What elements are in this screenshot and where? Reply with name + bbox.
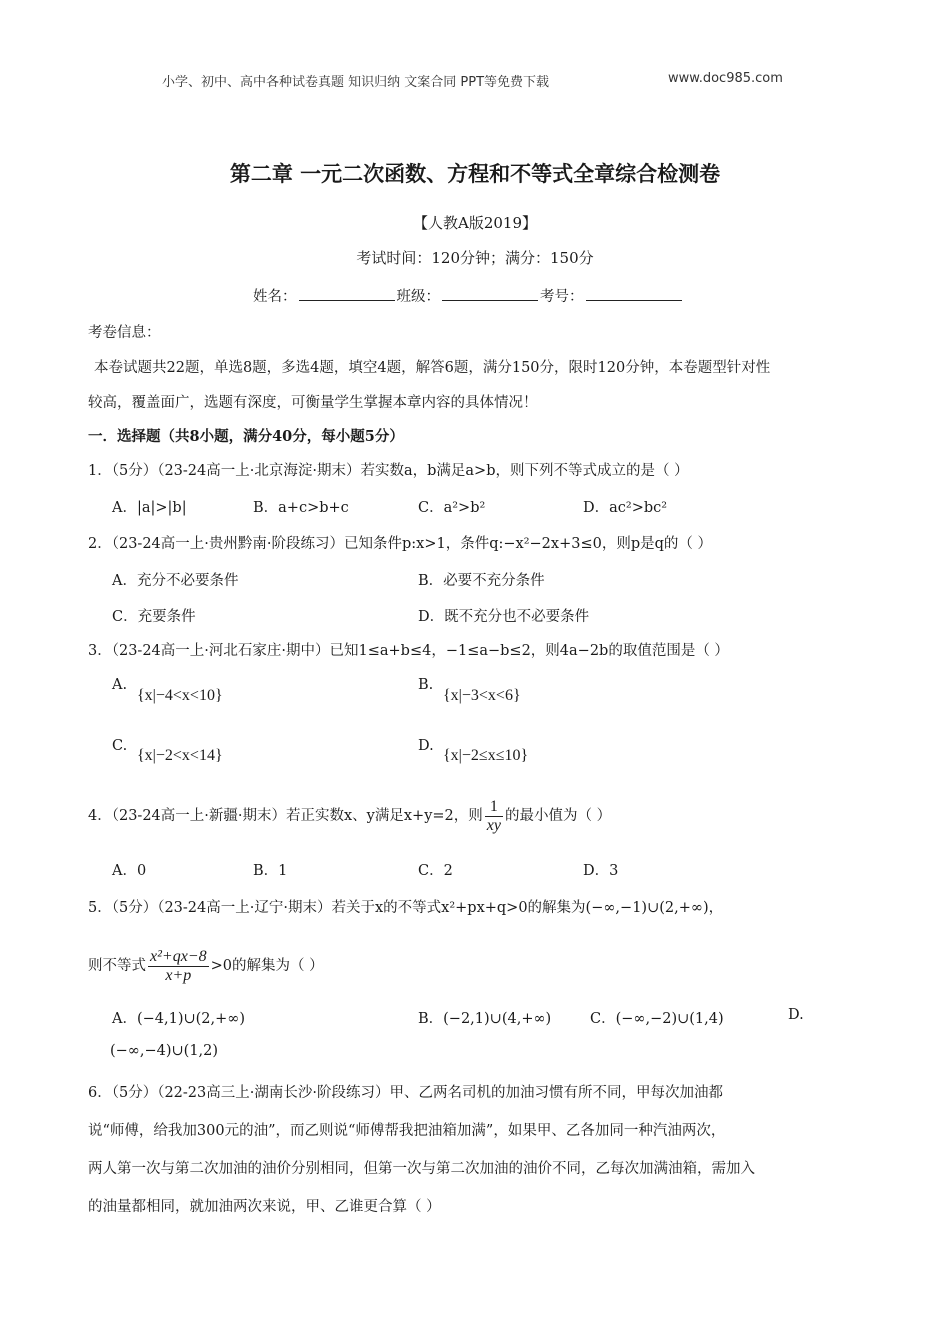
q4-fraction [485, 798, 503, 834]
name-blank[interactable] [299, 286, 395, 301]
class-blank[interactable] [442, 286, 538, 301]
q3-option-a-label[interactable]: A. [112, 677, 128, 693]
q5-option-b[interactable]: B．(−2,1)∪(4,+∞) [418, 1011, 552, 1027]
q3-option-a[interactable]: {x|−4<x<10} [137, 687, 223, 704]
exam-time: 考试时间：120分钟；满分：150分 [356, 249, 594, 267]
q1-option-b[interactable]: B．a+c>b+c [253, 500, 349, 516]
info-line-2: 较高，覆盖面广，选题有深度，可衡量学生掌握本章内容的具体情况！ [88, 395, 538, 411]
q5-line2-pre: 则不等式 [88, 958, 146, 975]
student-fields [253, 285, 684, 306]
q3-option-b-label[interactable]: B. [418, 677, 434, 693]
q5-option-c[interactable]: C．(−∞,−2)∪(1,4) [590, 1011, 724, 1027]
number-blank[interactable] [586, 286, 682, 301]
q2-option-d[interactable]: D．既不充分也不必要条件 [418, 609, 590, 625]
q4-frac-den: xy [486, 816, 501, 834]
header-slogan: 小学、初中、高中各种试卷真题 知识归纳 文案合同 PPT等免费下载 [162, 75, 550, 90]
section-heading: 一．选择题（共8小题，满分40分，每小题5分） [88, 428, 404, 445]
q5-option-d-label[interactable]: D. [788, 1007, 804, 1023]
q5-option-d[interactable]: (−∞,−4)∪(1,2) [110, 1043, 219, 1059]
q2-option-c[interactable]: C．充要条件 [112, 609, 196, 625]
q1-option-c[interactable]: C．a²>b² [418, 500, 486, 516]
q3-option-d[interactable]: {x|−2≤x≤10} [443, 747, 529, 764]
question-6-line-4: 的油量都相同，就加油两次来说，甲、乙谁更合算（ ） [88, 1199, 441, 1215]
name-label: 姓名： [253, 289, 297, 305]
question-4-stem [88, 798, 611, 834]
edition-label: 【人教A版2019】 [412, 214, 537, 232]
header-url[interactable]: www.doc985.com [668, 71, 783, 86]
question-2-stem: 2．（23-24高一上·贵州黔南·阶段练习）已知条件p:x>1，条件q:−x²−2x+3≤0，则p是q的（ ） [88, 536, 712, 552]
info-line-1: 本卷试题共22题，单选8题，多选4题，填空4题，解答6题，满分150分，限时120分钟，本卷题型针对性 [94, 360, 771, 376]
q4-stem-pre: 4．（23-24高一上·新疆·期末）若正实数x、y满足x+y=2，则 [88, 808, 483, 825]
class-label: 班级： [396, 289, 440, 305]
q2-option-a[interactable]: A．充分不必要条件 [112, 573, 239, 589]
q5-option-a[interactable]: A．(−4,1)∪(2,+∞) [112, 1011, 246, 1027]
q1-option-d[interactable]: D．ac²>bc² [583, 500, 668, 516]
q5-frac-num: x²+qx−8 [150, 948, 207, 965]
q4-option-d[interactable]: D．3 [583, 863, 619, 879]
question-6-line-2: 说“师傅，给我加300元的油”，而乙则说“师傅帮我把油箱加满”，如果甲、乙各加同一种汽油两次， [88, 1123, 726, 1139]
question-3-stem: 3．（23-24高一上·河北石家庄·期中）已知1≤a+b≤4，−1≤a−b≤2，则4a−2b的取值范围是（ ） [88, 643, 729, 659]
question-6-line-1: 6．（5分）（22-23高三上·湖南长沙·阶段练习）甲、乙两名司机的加油习惯有所不同，甲每次加油都 [88, 1085, 723, 1101]
q5-line2-post: >0的解集为（ ） [210, 958, 324, 975]
page-title: 第二章 一元二次函数、方程和不等式全章综合检测卷 [229, 162, 721, 186]
question-1-stem: 1．（5分）（23-24高一上·北京海淀·期末）若实数a，b满足a>b，则下列不等式成立的是（ ） [88, 463, 689, 479]
q2-option-b[interactable]: B．必要不充分条件 [418, 573, 545, 589]
q5-fraction [148, 948, 209, 984]
question-5-stem: 5．（5分）（23-24高一上·辽宁·期末）若关于x的不等式x²+px+q>0的解集为(−∞,−1)∪(2,+∞)， [88, 900, 724, 916]
question-6-line-3: 两人第一次与第二次加油的油价分别相同，但第一次与第二次加油的油价不同，乙每次加满油箱，需加入 [88, 1161, 755, 1177]
number-label: 考号： [540, 289, 584, 305]
q3-option-c-label[interactable]: C. [112, 738, 128, 754]
q3-option-d-label[interactable]: D. [418, 738, 434, 754]
q3-option-b[interactable]: {x|−3<x<6} [443, 687, 521, 704]
info-label: 考卷信息： [88, 325, 161, 341]
q4-frac-num: 1 [485, 798, 503, 817]
q4-option-b[interactable]: B．1 [253, 863, 288, 879]
q4-option-a[interactable]: A．0 [112, 863, 147, 879]
q4-stem-post: 的最小值为（ ） [504, 808, 612, 825]
q1-option-a[interactable]: A．|a|>|b| [112, 500, 187, 516]
q4-option-c[interactable]: C．2 [418, 863, 453, 879]
q5-frac-den: x+p [165, 966, 192, 984]
question-5-line-2 [88, 948, 324, 984]
q3-option-c[interactable]: {x|−2<x<14} [137, 747, 223, 764]
